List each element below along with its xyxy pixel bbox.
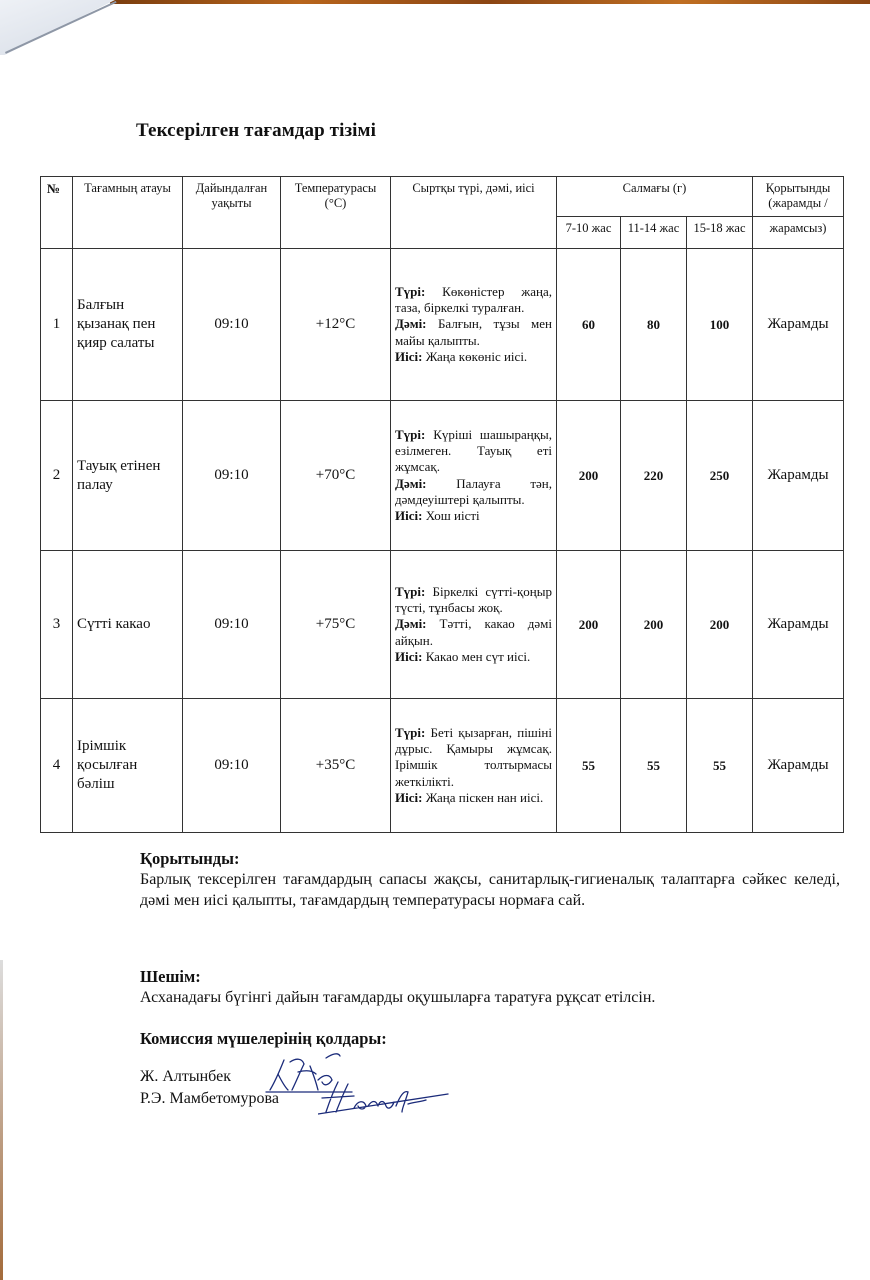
weight-15-18: 100 [687, 249, 753, 401]
conclusion-text: Барлық тексерілген тағамдардың сапасы жақсы, санитарлық-гигиеналық талаптарға сәйкес келеді, дәмі мен иісі қалыпты, тағамдардың температурасы нормаға сай. [140, 871, 840, 909]
temperature: +35°С [281, 699, 391, 833]
document-title: Тексерілген тағамдар тізімі [136, 120, 376, 141]
type-text: Көкөністер жаңа, таза, біркелкі туралған. [395, 283, 552, 316]
weight-7-10: 200 [557, 401, 621, 551]
type-text: Беті қызарған, пішіні дұрыс. Қамыры жұмсақ. Ірімшік толтырмасы жеткілікті. [395, 724, 552, 789]
table-row [41, 699, 844, 833]
decision-text: Асханадағы бүгінгі дайын тағамдарды оқушыларға таратуға рұқсат етілсін. [140, 989, 656, 1006]
conclusion-section [140, 848, 840, 911]
taste-text: Тәтті, какао дәмі айқын. [395, 616, 552, 648]
food-inspection-table [40, 176, 844, 833]
taste-label: Дәмі: [395, 616, 427, 632]
food-name: Ірімшік қосылған бәліш [73, 699, 183, 833]
header-conclusion-top: Қорытынды (жарамды / [753, 177, 844, 217]
temperature: +12°С [281, 249, 391, 401]
result-status: Жарамды [753, 249, 844, 401]
taste-label: Дәмі: [395, 475, 427, 491]
signatures-section [140, 1028, 840, 1049]
decision-section [140, 966, 840, 1008]
wood-table-edge [110, 0, 870, 4]
smell-label: Иісі: [395, 348, 423, 364]
type-text: Біркелкі сүтті-қоңыр түсті, тұнбасы жоқ. [395, 583, 552, 616]
prepared-time: 09:10 [183, 551, 281, 699]
food-name: Сүтті какао [73, 551, 183, 699]
type-label: Түрі: [395, 724, 426, 740]
row-number: 2 [41, 401, 73, 551]
weight-7-10: 60 [557, 249, 621, 401]
signatures-heading: Комиссия мүшелерінің қолдары: [140, 1029, 387, 1048]
page-left-edge [0, 960, 3, 1280]
temperature: +75°С [281, 551, 391, 699]
header-weight-7-10: 7-10 жас [557, 217, 621, 249]
taste-label: Дәмі: [395, 316, 427, 332]
header-appearance: Сыртқы түрі, дәмі, иісі [391, 177, 557, 249]
food-name: Балғын қызанақ пен қияр салаты [73, 249, 183, 401]
result-status: Жарамды [753, 699, 844, 833]
taste-text: Палауға тән, дәмдеуіштері қалыпты. [395, 475, 552, 507]
appearance-description [391, 401, 557, 551]
smell-label: Иісі: [395, 648, 423, 664]
header-weight: Салмағы (г) [557, 177, 753, 217]
header-number: № [41, 177, 73, 249]
prepared-time: 09:10 [183, 249, 281, 401]
header-weight-11-14: 11-14 жас [621, 217, 687, 249]
weight-7-10: 55 [557, 699, 621, 833]
header-name: Тағамның атауы [73, 177, 183, 249]
type-label: Түрі: [395, 426, 426, 442]
header-conclusion-bottom: жарамсыз) [753, 217, 844, 249]
signatory-1: Ж. Алтынбек [140, 1068, 231, 1085]
weight-11-14: 200 [621, 551, 687, 699]
signature-2 [318, 1078, 458, 1118]
result-status: Жарамды [753, 551, 844, 699]
weight-15-18: 250 [687, 401, 753, 551]
table-row [41, 551, 844, 699]
table-row [41, 401, 844, 551]
result-status: Жарамды [753, 401, 844, 551]
type-text: Күріші шашыраңқы, езілмеген. Тауық еті жұмсақ. [395, 426, 552, 475]
prepared-time: 09:10 [183, 699, 281, 833]
smell-label: Иісі: [395, 508, 423, 524]
smell-text: Какао мен сүт иісі. [425, 648, 531, 664]
smell-text: Жаңа көкөніс иісі. [425, 348, 528, 364]
appearance-description [391, 249, 557, 401]
weight-11-14: 80 [621, 249, 687, 401]
signatory-2: Р.Э. Мамбетомурова [140, 1090, 279, 1107]
table-row [41, 249, 844, 401]
taste-text: Балғын, тұзы мен майы қалыпты. [395, 316, 552, 348]
weight-15-18: 200 [687, 551, 753, 699]
header-weight-15-18: 15-18 жас [687, 217, 753, 249]
conclusion-heading: Қорытынды: [140, 849, 240, 868]
type-label: Түрі: [395, 583, 426, 599]
smell-text: Жаңа піскен нан иісі. [425, 789, 544, 805]
food-name: Тауық етінен палау [73, 401, 183, 551]
row-number: 4 [41, 699, 73, 833]
type-label: Түрі: [395, 283, 426, 299]
weight-7-10: 200 [557, 551, 621, 699]
weight-11-14: 55 [621, 699, 687, 833]
row-number: 1 [41, 249, 73, 401]
header-prepared-time: Дайындалған уақыты [183, 177, 281, 249]
row-number: 3 [41, 551, 73, 699]
appearance-description [391, 699, 557, 833]
prepared-time: 09:10 [183, 401, 281, 551]
appearance-description [391, 551, 557, 699]
weight-15-18: 55 [687, 699, 753, 833]
smell-label: Иісі: [395, 789, 423, 805]
decision-heading: Шешім: [140, 967, 201, 986]
temperature: +70°С [281, 401, 391, 551]
weight-11-14: 220 [621, 401, 687, 551]
smell-text: Хош иісті [425, 508, 480, 524]
header-temperature: Температурасы (°С) [281, 177, 391, 249]
header-row-top [41, 177, 844, 217]
